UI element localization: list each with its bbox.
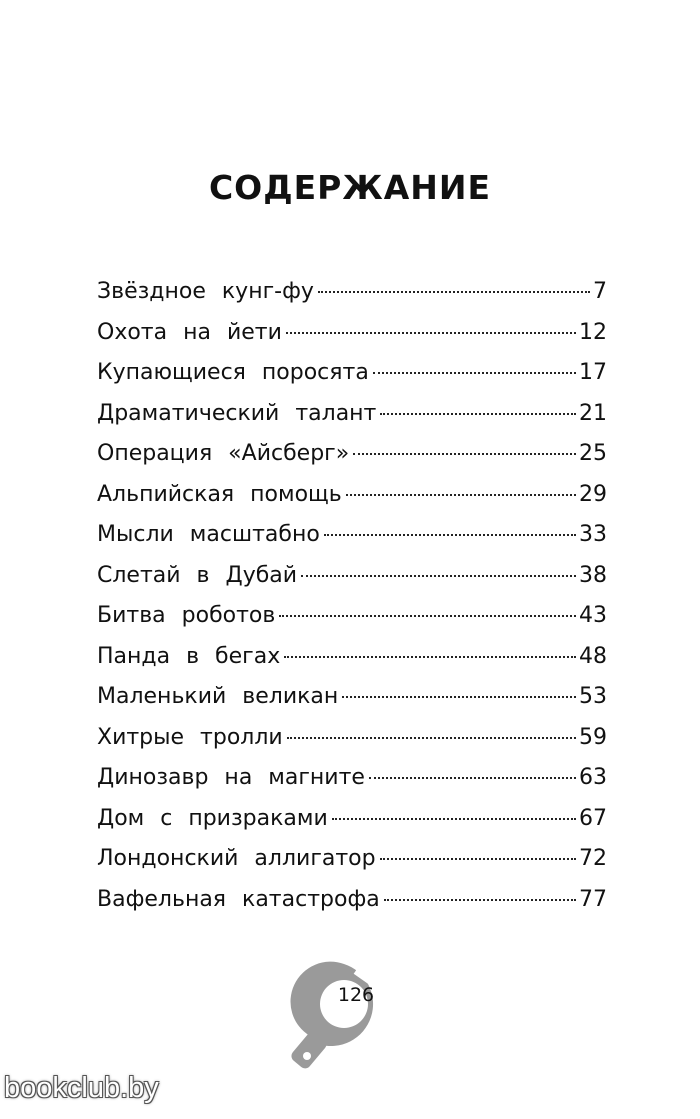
toc-entry-title: Вафельная катастрофа: [97, 886, 380, 912]
toc-entry-title: Звёздное кунг-фу: [97, 279, 314, 304]
watermark: bookclub.by: [4, 1072, 159, 1104]
toc-entry: [97, 603, 607, 644]
page-title: СОДЕРЖАНИЕ: [208, 168, 492, 207]
toc-entry-page: 48: [579, 643, 607, 669]
toc-entry-title: Панда в бегах: [97, 643, 281, 669]
toc-entry-page: 12: [579, 319, 607, 345]
toc-entry-title: Операция «Айсберг»: [97, 441, 350, 466]
dot-leader: [284, 656, 576, 658]
dot-leader: [318, 291, 590, 293]
toc-entry-title: Альпийская помощь: [97, 481, 342, 507]
dot-leader: [332, 818, 576, 820]
toc-entry: [97, 806, 607, 847]
toc-entry-title: Дом с призраками: [97, 805, 328, 831]
toc-entry-page: 53: [579, 684, 607, 709]
toc-entry-page: 29: [579, 481, 607, 507]
toc-entry: [97, 765, 607, 806]
toc-entry: [97, 846, 607, 887]
toc-entry-page: 7: [593, 279, 607, 304]
toc-entry: [97, 360, 607, 401]
toc-entry: [97, 725, 607, 766]
toc-entry: [97, 522, 607, 563]
toc-entry: [97, 563, 607, 604]
toc-entry-page: 43: [579, 603, 607, 628]
dot-leader: [369, 777, 576, 779]
toc-entry: [97, 684, 607, 725]
toc-entry: [97, 644, 607, 685]
toc-entry-title: Хитрые тролли: [97, 724, 283, 750]
dot-leader: [301, 575, 576, 577]
dot-leader: [373, 372, 576, 374]
dot-leader: [353, 453, 576, 455]
toc-entry-title: Охота на йети: [97, 319, 282, 345]
toc-entry-page: 67: [579, 805, 607, 831]
toc-entry-title: Лондонский аллигатор: [97, 846, 376, 871]
toc-entry-page: 25: [579, 441, 607, 466]
toc-entry-page: 63: [579, 765, 607, 790]
dot-leader: [380, 858, 576, 860]
toc-entry: [97, 441, 607, 482]
toc-entry-title: Драматический талант: [97, 400, 377, 426]
toc-entry-page: 72: [579, 846, 607, 871]
dot-leader: [342, 696, 576, 698]
toc-entry-title: Слетай в Дубай: [97, 562, 298, 588]
toc-entry-page: 59: [579, 724, 607, 750]
table-of-contents: [97, 279, 607, 927]
dot-leader: [286, 332, 576, 334]
dot-leader: [324, 534, 576, 536]
toc-entry: [97, 279, 607, 320]
toc-entry-title: Мысли масштабно: [97, 522, 320, 547]
toc-entry: [97, 482, 607, 523]
page-number: 126: [337, 984, 375, 1006]
toc-entry-page: 77: [579, 886, 607, 912]
toc-entry-title: Маленький великан: [97, 684, 339, 709]
toc-entry-page: 17: [579, 360, 607, 385]
toc-entry-page: 33: [579, 522, 607, 547]
dot-leader: [380, 413, 576, 415]
toc-entry: [97, 887, 607, 928]
dot-leader: [279, 615, 576, 617]
toc-entry: [97, 401, 607, 442]
dot-leader: [287, 737, 576, 739]
toc-entry-page: 38: [579, 562, 607, 588]
wrench-icon: [288, 958, 400, 1070]
toc-entry-title: Динозавр на магните: [97, 765, 365, 790]
dot-leader: [384, 899, 576, 901]
toc-entry-page: 21: [579, 400, 607, 426]
toc-entry-title: Купающиеся поросята: [97, 360, 369, 385]
toc-entry-title: Битва роботов: [97, 603, 276, 628]
toc-entry: [97, 320, 607, 361]
dot-leader: [346, 494, 576, 496]
